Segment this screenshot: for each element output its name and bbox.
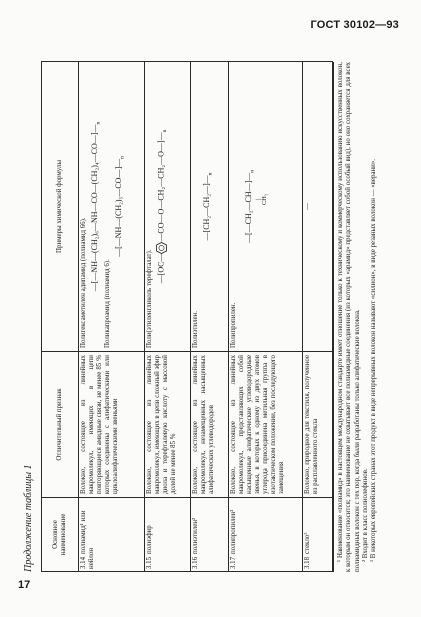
example-name: — (304, 203, 311, 210)
table-header-row (42, 62, 79, 572)
formula-text: —[—NH—(CH₂)₅—CO—]— (113, 158, 123, 257)
chemical-formula (202, 65, 214, 348)
item-code: 3.18 (304, 556, 311, 569)
formula-cell (79, 62, 145, 352)
example-name: Полипропилен. (230, 302, 237, 348)
formula-text: —[CH₂—CH₂—]— (202, 175, 211, 241)
fiber-name-cell (145, 498, 191, 572)
rotated-table-block (19, 62, 401, 572)
fiber-name: полипропилен² (230, 509, 237, 554)
fiber-name-cell (303, 498, 333, 572)
fiber-feature: Волокно, состоящее из линейных макромолекул, имеющих в цепи сложный эфир диола и терефталевую кислоту с массовой долей не менее 85 % (145, 352, 191, 498)
methyl-group: CH₃ (261, 193, 269, 206)
page-number: 17 (18, 579, 31, 591)
item-code: 3.17 (230, 556, 237, 569)
formula-text: —[—NH—(CH₂)₆—NH—CO—(CH₂)₄—CO—]— (90, 124, 99, 292)
table-row (191, 62, 229, 572)
fiber-feature: Волокно, состоящее из линейных макромолекул, незамещенных насыщенных алифатических углеводородов (191, 352, 229, 498)
formula-subscript: n (161, 129, 168, 133)
fiber-feature: Волокно, состоящее из линейных макромолекул, имеющих в цепи повторяющиеся амидные связи, не менее 85 % которых соединены с алифатическими или циклоалифатическими звеньями (79, 352, 145, 498)
fiber-name: полиэтилен² (192, 517, 199, 554)
item-code: 3.15 (146, 556, 153, 569)
document-header: ГОСТ 30102—93 (310, 19, 399, 31)
fiber-feature: Волокно, природное для текстиля, полученное из расплавленного стекла (303, 352, 333, 498)
formula-subscript: n (119, 156, 126, 159)
formula-cell (229, 62, 303, 352)
fiber-name-cell (79, 498, 145, 572)
fiber-table (41, 61, 333, 572)
formula-text: —[OC— (156, 253, 166, 284)
fiber-feature: Волокно, состоящее из линейных макромолекул, представляющих собой насыщенные алифатические углеводородные звенья, в которых к одному из двух атомов углерода присоединена метильная группа в изотактическом положении, без последующего замещения (229, 352, 303, 498)
fiber-name-cell (191, 498, 229, 572)
example-name: Поли(этиленгликоль терефталат). (146, 249, 153, 348)
table-row (229, 62, 303, 572)
fiber-name: стекло³ (304, 532, 311, 554)
header-name: Основное наименование (42, 498, 79, 572)
benzene-ring-icon (156, 242, 167, 254)
fiber-name-cell (229, 498, 303, 572)
table-row (303, 62, 333, 572)
fiber-name: полиамид¹ или нейлон (80, 510, 95, 569)
formula-subscript: n (249, 169, 256, 173)
formula-text: —[—CH₂—CH—]— (244, 172, 253, 244)
chemical-formula (156, 65, 168, 348)
footnote: ³ В некоторых европейских странах этот продукт в виде непрерывных волокон называют «силион», в виде резаных волокон — «верани». (370, 158, 378, 562)
item-code: 3.16 (192, 556, 199, 569)
header-formula: Примеры химической формулы (42, 62, 79, 352)
chemical-formula (244, 65, 269, 348)
chemical-formula (90, 65, 102, 348)
formula-cell (303, 62, 333, 352)
example-name: Поликапроамид (полиамид 6). (103, 259, 111, 348)
formula-subscript: n (95, 121, 102, 125)
formula-cell (191, 62, 229, 352)
example-name: Полигексаметилен адипамид (полиамид 66). (80, 217, 87, 348)
footnote: ² Входит в класс полиолефинов. (361, 468, 369, 562)
table-row (145, 62, 191, 572)
footnotes (337, 62, 378, 572)
table-row (79, 62, 145, 572)
item-code: 3.14 (80, 556, 87, 569)
footnote: ¹ Наименование «полиамид» в настоящем международном стандарте имеет отношение только к техническому и коммерческому использованию искусственных волокон, к которым он относится; это наименование не охватывает все полиамидные соединения (из которых «арамид» представляет собой особый вид), но оно сохраняется для всех полиамидных волокон с тех пор, когда были разработаны только алифатические волокна. (337, 62, 361, 572)
table-caption: Продолжение таблицы 1 (23, 464, 34, 572)
example-name: Полиэтилен. (192, 310, 199, 348)
methyl-branch: | CH₃ (254, 193, 269, 206)
footnote-rule (333, 62, 334, 572)
formula-cell (145, 62, 191, 352)
formula-text: —CO—O—CH₂—CH₂—O—]— (156, 132, 166, 242)
header-feature: Отличительный признак (42, 352, 79, 498)
chemical-formula (114, 65, 126, 348)
fiber-name: полиэфир (146, 525, 153, 554)
formula-subscript: n (207, 172, 214, 176)
